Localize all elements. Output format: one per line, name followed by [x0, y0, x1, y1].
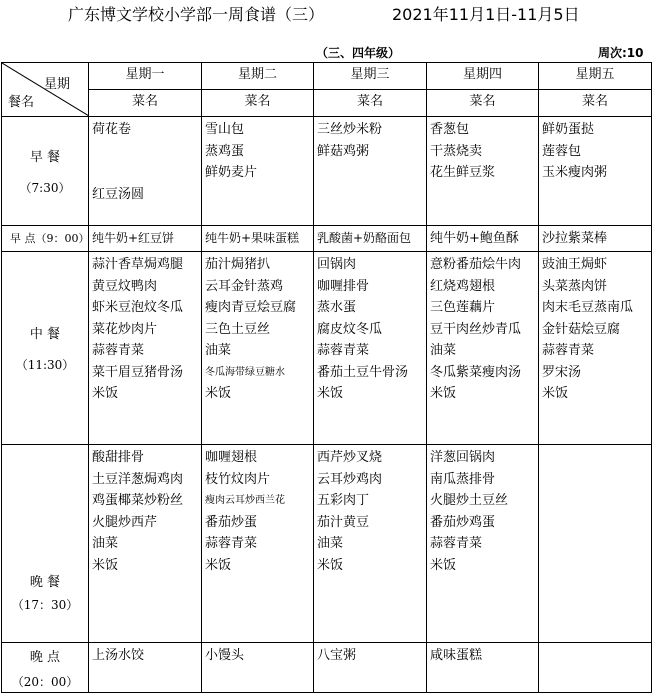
menu-item: 五彩肉丁	[317, 493, 370, 508]
menu-item: 火腿炒西芹	[92, 514, 158, 530]
menu-item: 荷花卷	[92, 122, 132, 137]
breakfast-cell	[314, 117, 427, 226]
menu-item: 咖喱排骨	[317, 278, 370, 294]
menu-item: 莲蓉包	[542, 143, 582, 159]
meal-name: 晚 点	[29, 649, 61, 665]
menu-item: 鲜奶麦片	[205, 165, 258, 180]
menu-item: 菜花炒肉片	[92, 321, 158, 337]
menu-item: 蒜汁香草焗鸡腿	[92, 257, 184, 272]
evening-snack-cell	[314, 643, 427, 693]
menu-item	[92, 162, 201, 184]
dish-header: 菜名	[202, 90, 314, 117]
breakfast-cell	[539, 117, 652, 226]
snack-cell	[202, 226, 314, 252]
menu-item: 蒸鸡蛋	[205, 143, 245, 159]
day-header: 星期五	[539, 63, 652, 90]
meal-time: （17：30）	[11, 597, 79, 612]
evening-snack-label	[2, 643, 89, 693]
menu-item: 玉米瘦肉粥	[542, 165, 608, 180]
lunch-cell	[202, 252, 314, 445]
menu-item: 鲜奶蛋挞	[542, 122, 595, 137]
dinner-label	[2, 445, 89, 643]
menu-item: 黄豆炆鸭肉	[92, 278, 158, 294]
menu-item: 三丝炒米粉	[317, 122, 383, 137]
snack-cell	[427, 226, 539, 252]
header-days-row	[2, 63, 652, 90]
menu-item: 蒜蓉青菜	[205, 536, 258, 551]
dish-header: 菜名	[427, 90, 539, 117]
menu-item: 油菜	[205, 343, 232, 358]
menu-item: 蒜蓉青菜	[430, 536, 483, 551]
menu-item: 番茄炒蛋	[205, 514, 258, 530]
dish-header: 菜名	[89, 90, 202, 117]
menu-item: 米饭	[317, 386, 344, 401]
day-header: 星期一	[89, 63, 202, 90]
menu-item: 蒜蓉青菜	[542, 343, 595, 358]
menu-item: 南瓜蒸排骨	[430, 471, 496, 487]
snack-item: 纯牛奶+果味蛋糕	[205, 230, 300, 245]
menu-item: 肉末毛豆蒸南瓜	[542, 300, 634, 315]
lunch-cell	[314, 252, 427, 445]
menu-item: 红烧鸡翅根	[430, 278, 496, 294]
dish-header: 菜名	[539, 90, 652, 117]
menu-table	[1, 62, 652, 693]
menu-item: 蒜蓉青菜	[92, 343, 145, 358]
meal-name: 中 餐	[29, 327, 61, 342]
header-dish-row	[2, 90, 652, 117]
breakfast-row	[2, 117, 652, 226]
menu-item: 虾米豆泡炆冬瓜	[92, 300, 184, 315]
snack-cell	[314, 226, 427, 252]
dinner-cell	[539, 445, 652, 643]
dinner-cell	[89, 445, 202, 643]
menu-item: 瘦肉青豆烩豆腐	[205, 300, 297, 315]
menu-item: 瘦肉云耳炒西兰花	[205, 495, 285, 506]
menu-item: 酸甜排骨	[92, 450, 145, 465]
menu-item: 油菜	[92, 536, 119, 551]
menu-item: 米饭	[430, 386, 457, 401]
menu-item: 洋葱回锅肉	[430, 450, 496, 465]
dinner-cell	[202, 445, 314, 643]
menu-item: 米饭	[92, 557, 119, 573]
evening-snack-cell	[539, 643, 652, 693]
menu-item: 三色莲藕片	[430, 300, 496, 315]
dinner-row	[2, 445, 652, 643]
menu-item	[92, 141, 201, 163]
breakfast-cell	[427, 117, 539, 226]
menu-item: 头菜蒸肉饼	[542, 278, 608, 294]
day-header: 星期三	[314, 63, 427, 90]
snack-cell	[539, 226, 652, 252]
header-corner	[2, 63, 89, 117]
menu-item: 米饭	[430, 557, 457, 573]
menu-item: 红豆汤圆	[92, 186, 145, 202]
evening-snack-cell	[202, 643, 314, 693]
breakfast-cell	[202, 117, 314, 226]
menu-item: 鸡蛋椰菜炒粉丝	[92, 493, 184, 508]
meal-name: 晚 餐	[29, 574, 61, 590]
menu-item: 云耳金针蒸鸡	[205, 278, 284, 294]
menu-item: 上汤水饺	[92, 648, 145, 663]
meal-time: （11:30）	[15, 358, 75, 372]
menu-item: 米饭	[542, 386, 569, 401]
evening-snack-row	[2, 643, 652, 693]
lunch-cell	[89, 252, 202, 445]
morning-snack-row	[2, 226, 652, 252]
menu-item: 金针菇烩豆腐	[542, 321, 621, 337]
menu-item: 土豆洋葱焗鸡肉	[92, 471, 184, 487]
lunch-cell	[539, 252, 652, 445]
menu-item: 豆干肉丝炒青瓜	[430, 321, 522, 337]
dinner-cell	[427, 445, 539, 643]
menu-item	[542, 645, 651, 667]
snack-cell	[89, 226, 202, 252]
menu-item: 火腿炒土豆丝	[430, 493, 509, 508]
lunch-cell	[427, 252, 539, 445]
menu-item: 米饭	[205, 557, 232, 573]
breakfast-cell	[89, 117, 202, 226]
day-header: 星期四	[427, 63, 539, 90]
menu-item: 花生鲜豆浆	[430, 165, 496, 180]
menu-item: 云耳炒鸡肉	[317, 471, 383, 487]
menu-item: 冬瓜紫菜瘦肉汤	[430, 364, 522, 380]
menu-item: 鲜菇鸡粥	[317, 143, 370, 159]
grade-label: （三、四年级）	[316, 46, 401, 60]
menu-item: 米饭	[92, 386, 119, 401]
menu-item: 豉油王焗虾	[542, 257, 608, 272]
menu-item: 番茄炒鸡蛋	[430, 514, 496, 530]
menu-item: 回锅肉	[317, 257, 357, 272]
snack-item: 沙拉紫菜棒	[542, 230, 608, 246]
menu-item: 蒸水蛋	[317, 300, 357, 315]
menu-item: 三色土豆丝	[205, 321, 271, 337]
meal-name: 早 餐	[29, 150, 61, 165]
menu-item: 枝竹炆肉片	[205, 471, 271, 487]
menu-item: 油菜	[317, 536, 344, 551]
menu-item: 茄汁焗猪扒	[205, 257, 271, 272]
corner-day-label: 星期	[43, 77, 70, 92]
menu-item: 雪山包	[205, 122, 245, 137]
morning-snack-label: 早 点（9：00）	[2, 226, 89, 252]
meal-time: （20：00）	[11, 674, 79, 689]
menu-item: 米饭	[317, 557, 344, 573]
snack-item: 乳酸菌+奶酪面包	[317, 230, 412, 245]
week-number: 周次:10	[598, 46, 644, 60]
evening-snack-cell	[89, 643, 202, 693]
lunch-row	[2, 252, 652, 445]
lunch-label	[2, 252, 89, 445]
menu-item: 香葱包	[430, 122, 470, 137]
title-school: 广东博文学校小学部一周食谱（三）	[68, 5, 325, 24]
menu-item: 番茄土豆牛骨汤	[317, 364, 409, 380]
menu-item: 罗宋汤	[542, 364, 582, 380]
snack-item: 纯牛奶+红豆饼	[92, 230, 175, 245]
menu-item: 蒜蓉青菜	[317, 343, 370, 358]
snack-item: 纯牛奶+鲍鱼酥	[430, 230, 519, 246]
menu-item: 干蒸烧卖	[430, 143, 483, 159]
day-header: 星期二	[202, 63, 314, 90]
menu-item: 冬瓜海带绿豆糖水	[205, 366, 285, 378]
menu-item: 米饭	[205, 386, 232, 401]
evening-snack-cell	[427, 643, 539, 693]
menu-item: 茄汁黄豆	[317, 514, 370, 530]
breakfast-label	[2, 117, 89, 226]
menu-item: 菜干眉豆猪骨汤	[92, 364, 184, 380]
dinner-cell	[314, 445, 427, 643]
dish-header: 菜名	[314, 90, 427, 117]
title-date-range: 2021年11月1日-11月5日	[392, 5, 580, 24]
menu-item: 八宝粥	[317, 648, 357, 663]
menu-item: 咸味蛋糕	[430, 648, 483, 663]
meal-time: （7:30）	[19, 181, 71, 195]
menu-title	[0, 2, 652, 26]
menu-item: 咖喱翅根	[205, 450, 258, 465]
menu-item: 腐皮炆冬瓜	[317, 321, 383, 337]
menu-item: 意粉番茄烩牛肉	[430, 257, 522, 272]
menu-item: 油菜	[430, 343, 457, 358]
menu-item: 小馒头	[205, 648, 245, 663]
corner-meal-label: 餐名	[8, 95, 35, 110]
menu-item: 西芹炒叉烧	[317, 450, 383, 465]
